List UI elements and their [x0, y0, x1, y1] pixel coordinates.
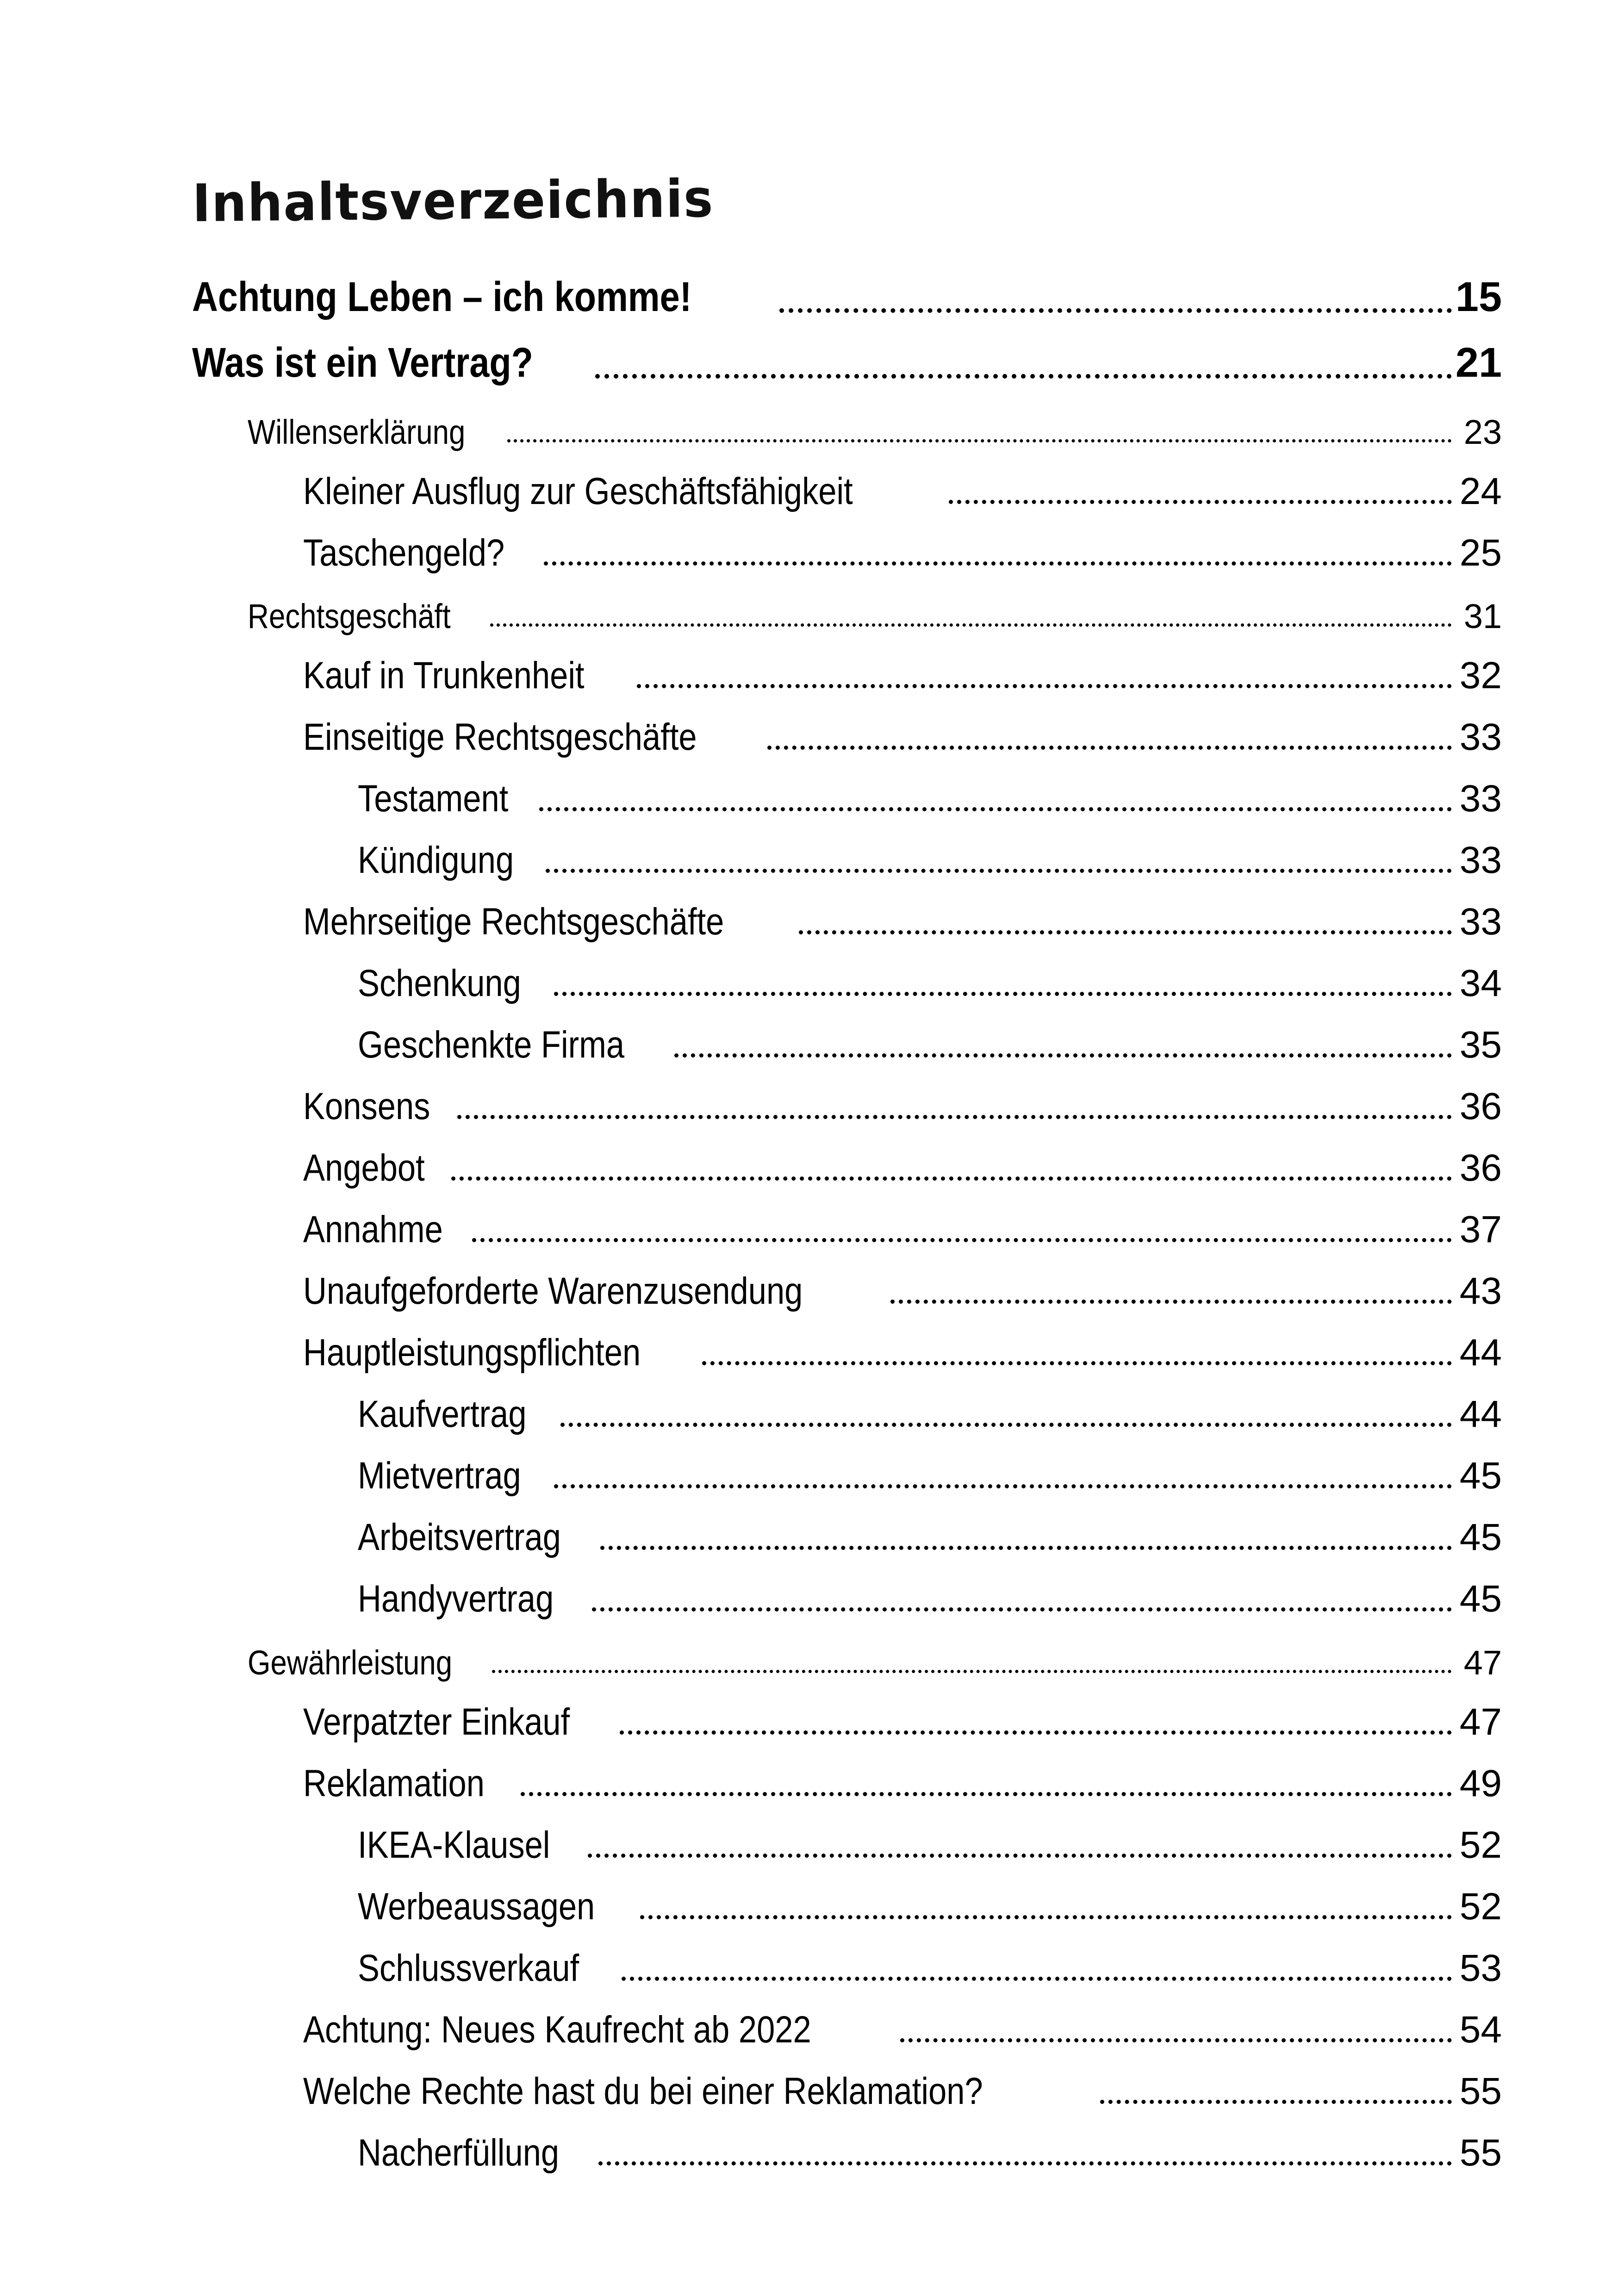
toc-entry-page-number: 31	[1463, 597, 1502, 635]
toc-entry[interactable]	[192, 451, 1502, 513]
toc-entry-label: Schlussverkauf	[358, 1947, 579, 1989]
toc-entry[interactable]	[192, 635, 1502, 697]
toc-entry-label: Testament	[358, 778, 509, 820]
dot-leader	[595, 374, 1452, 379]
toc-entry[interactable]	[192, 1128, 1502, 1190]
toc-entry-page-number: 25	[1459, 532, 1502, 574]
toc-entry-label: Einseitige Rechtsgeschäfte	[303, 716, 697, 758]
toc-entry-label: IKEA-Klausel	[358, 1824, 550, 1866]
dot-leader	[598, 2161, 1452, 2165]
toc-entry-page-number: 45	[1459, 1516, 1502, 1558]
toc-entry[interactable]	[192, 259, 1502, 321]
toc-entry-label: Taschengeld?	[303, 532, 505, 574]
dot-leader	[890, 1300, 1452, 1304]
toc-entry[interactable]	[192, 820, 1502, 882]
dot-leader	[554, 1484, 1452, 1488]
toc-entry-label: Kleiner Ausflug zur Geschäftsfähigkeit	[303, 470, 853, 512]
dot-leader	[620, 1730, 1452, 1735]
toc-entry-page-number: 45	[1459, 1455, 1502, 1497]
dot-leader	[507, 439, 1452, 442]
toc-entry-page-number: 37	[1459, 1208, 1502, 1251]
toc-entry-page-number: 52	[1459, 1885, 1502, 1928]
toc-entry-page-number: 24	[1459, 470, 1502, 512]
dot-leader	[539, 807, 1452, 811]
toc-entry-page-number: 47	[1459, 1701, 1502, 1743]
toc-entry-label: Reklamation	[303, 1762, 485, 1804]
toc-entry[interactable]	[192, 2051, 1502, 2113]
toc-entry[interactable]	[192, 1743, 1502, 1805]
toc-entry-page-number: 55	[1459, 2132, 1502, 2174]
toc-entry-page-number: 52	[1459, 1824, 1502, 1866]
toc-entry-page-number: 44	[1459, 1393, 1502, 1435]
dot-leader	[779, 308, 1452, 313]
dot-leader	[588, 1854, 1452, 1858]
toc-entry-label: Welche Rechte hast du bei einer Reklamation?	[303, 2070, 983, 2112]
toc-entry[interactable]	[192, 697, 1502, 759]
dot-leader	[900, 2038, 1452, 2042]
dot-leader	[490, 623, 1452, 627]
toc-entry-page-number: 32	[1459, 654, 1502, 697]
dot-leader	[457, 1115, 1452, 1119]
toc-entry-label: Willenserklärung	[248, 413, 466, 451]
toc-entry-label: Handyvertrag	[358, 1578, 554, 1620]
toc-entry-label: Werbeaussagen	[358, 1885, 595, 1928]
toc-entry-label: Verpatzter Einkauf	[303, 1701, 570, 1743]
toc-entry[interactable]	[192, 1313, 1502, 1375]
toc-entry[interactable]	[192, 943, 1502, 1005]
toc-entry-label: Hauptleistungspflichten	[303, 1332, 641, 1374]
toc-entry-label: Arbeitsvertrag	[358, 1516, 561, 1558]
dot-leader	[767, 746, 1452, 750]
toc-entry[interactable]	[192, 1867, 1502, 1929]
toc-entry[interactable]	[192, 574, 1502, 636]
dot-leader	[640, 1915, 1452, 1919]
dot-leader	[472, 1238, 1452, 1242]
toc-entry[interactable]	[192, 2113, 1502, 2175]
toc-entry-page-number: 35	[1459, 1024, 1502, 1066]
toc-entry-page-number: 15	[1455, 274, 1502, 320]
toc-entry-page-number: 54	[1459, 2009, 1502, 2051]
dot-leader	[1100, 2100, 1452, 2104]
toc-entry-page-number: 36	[1459, 1085, 1502, 1127]
toc-entry[interactable]	[192, 1066, 1502, 1128]
dot-leader	[637, 684, 1452, 688]
toc-entry-label: Rechtsgeschäft	[248, 597, 451, 635]
toc-entry-page-number: 43	[1459, 1270, 1502, 1312]
toc-entry[interactable]	[192, 1620, 1502, 1682]
toc-entry-page-number: 49	[1459, 1762, 1502, 1804]
toc-entry-page-number: 53	[1459, 1947, 1502, 1989]
toc-entry-page-number: 23	[1463, 413, 1502, 451]
dot-leader	[799, 930, 1452, 934]
dot-leader	[521, 1792, 1452, 1796]
dot-leader	[560, 1423, 1452, 1427]
toc-entry[interactable]	[192, 513, 1502, 575]
toc-entry-label: Nacherfüllung	[358, 2132, 560, 2174]
dot-leader	[492, 1670, 1452, 1673]
toc-entry-page-number: 36	[1459, 1147, 1502, 1189]
toc-entry-label: Mietvertrag	[358, 1455, 521, 1497]
toc-entry-label: Schenkung	[358, 962, 521, 1004]
toc-entry-page-number: 33	[1459, 716, 1502, 758]
dot-leader	[674, 1053, 1452, 1058]
toc-entry[interactable]	[192, 1928, 1502, 1990]
toc-entry-page-number: 33	[1459, 778, 1502, 820]
toc-entry[interactable]	[192, 1805, 1502, 1867]
toc-entry[interactable]	[192, 882, 1502, 944]
toc-entry[interactable]	[192, 1374, 1502, 1436]
toc-entry-page-number: 45	[1459, 1578, 1502, 1620]
toc-entry-page-number: 33	[1459, 839, 1502, 881]
toc-entry[interactable]	[192, 1251, 1502, 1313]
toc-entry-label: Was ist ein Vertrag?	[192, 340, 533, 386]
dot-leader	[702, 1361, 1452, 1365]
toc-entry-label: Unaufgeforderte Warenzusendung	[303, 1270, 803, 1312]
toc-entry[interactable]	[192, 1005, 1502, 1067]
toc-entry[interactable]	[192, 1497, 1502, 1559]
dot-leader	[949, 500, 1452, 504]
toc-entry-page-number: 34	[1459, 962, 1502, 1004]
toc-entry-label: Mehrseitige Rechtsgeschäfte	[303, 901, 724, 943]
toc-entry-label: Geschenkte Firma	[358, 1024, 625, 1066]
toc-entry-page-number: 47	[1463, 1643, 1502, 1682]
toc-entry[interactable]	[192, 1189, 1502, 1251]
dot-leader	[622, 1977, 1452, 1981]
toc-entry[interactable]	[192, 1559, 1502, 1621]
toc-entry-label: Achtung Leben – ich komme!	[192, 274, 692, 320]
toc-entry[interactable]	[192, 759, 1502, 821]
toc-entry[interactable]	[192, 1436, 1502, 1498]
toc-entry-label: Kauf in Trunkenheit	[303, 654, 585, 697]
toc-entry-page-number: 44	[1459, 1332, 1502, 1374]
dot-leader	[544, 561, 1452, 566]
dot-leader	[554, 992, 1452, 996]
toc-entry[interactable]	[192, 390, 1502, 452]
dot-leader	[592, 1607, 1452, 1612]
dot-leader	[600, 1546, 1452, 1550]
toc-entry-page-number: 33	[1459, 901, 1502, 943]
toc-entry-label: Annahme	[303, 1208, 443, 1251]
toc-entry-page-number: 21	[1455, 340, 1502, 386]
page-title: Inhaltsverzeichnis	[192, 168, 714, 234]
toc-entry[interactable]	[192, 1682, 1502, 1744]
toc-entry-label: Gewährleistung	[248, 1643, 453, 1682]
dot-leader	[546, 869, 1452, 873]
toc-entry-label: Kaufvertrag	[358, 1393, 527, 1435]
toc-entry[interactable]	[192, 1990, 1502, 2052]
toc-entry-label: Kündigung	[358, 839, 514, 881]
toc-entry[interactable]	[192, 325, 1502, 387]
toc-entry-label: Konsens	[303, 1085, 430, 1127]
toc-entry-label: Angebot	[303, 1147, 425, 1189]
toc-entry-label: Achtung: Neues Kaufrecht ab 2022	[303, 2009, 811, 2051]
toc-entry-page-number: 55	[1459, 2070, 1502, 2112]
dot-leader	[451, 1176, 1452, 1181]
